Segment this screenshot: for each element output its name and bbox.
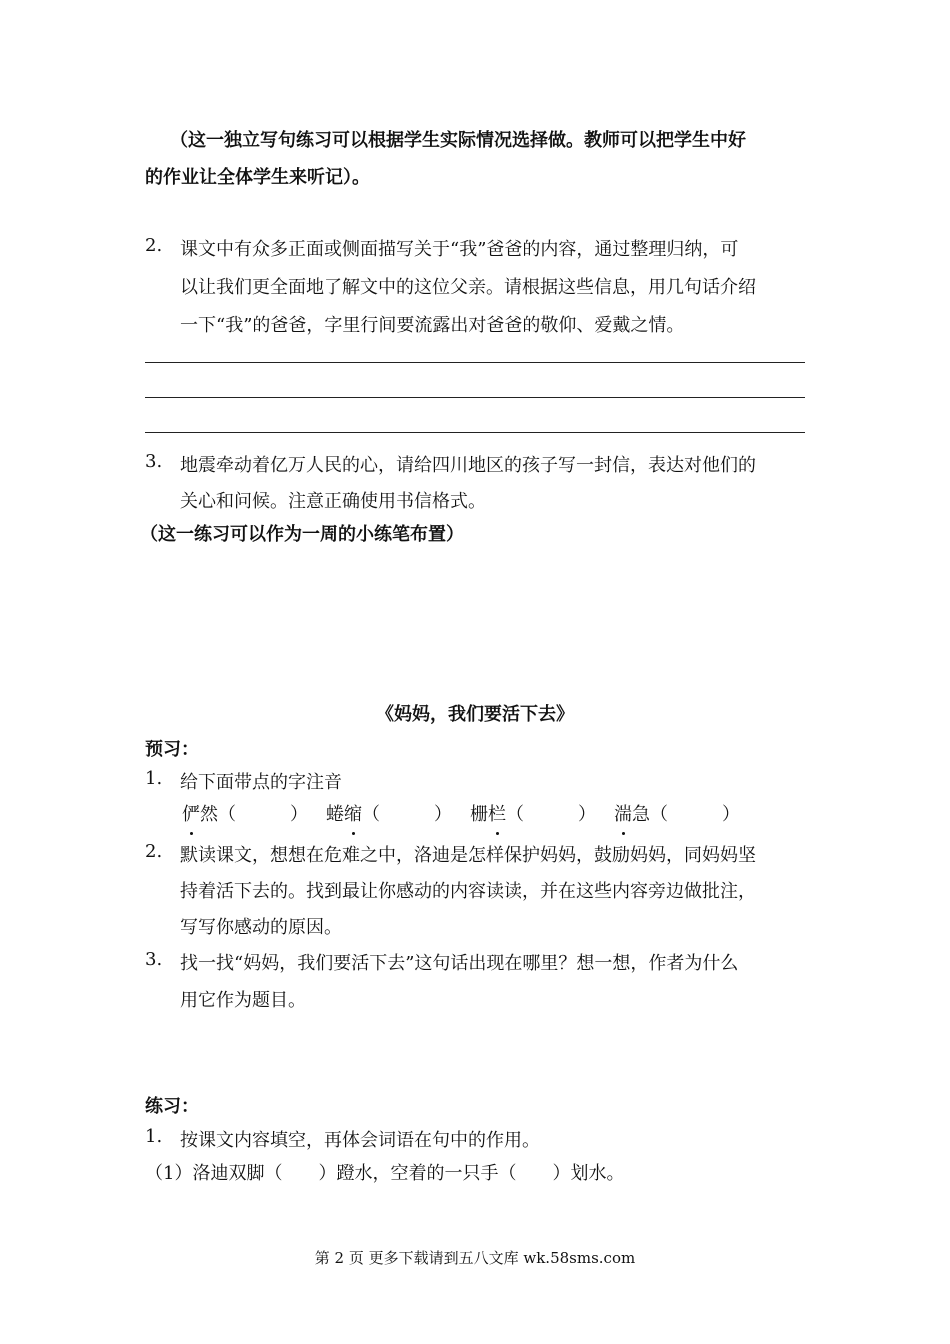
pinyin-word-1: 俨然（ ） <box>182 800 308 826</box>
preview-2-line-2: 持着活下去的。找到最让你感动的内容读读，并在这些内容旁边做批注， <box>180 881 756 902</box>
pinyin-blank[interactable]: （ ） <box>362 804 452 825</box>
pinyin-word-4: 湍急（ ） <box>614 800 740 826</box>
dotted-char: 缩 <box>344 800 362 826</box>
answer-line-2[interactable] <box>145 397 805 398</box>
dotted-char: 湍 <box>614 800 632 826</box>
pinyin-blank[interactable]: （ ） <box>650 804 740 825</box>
page-footer: 第 2 页 更多下载请到五八文库 wk.58sms.com <box>314 1249 636 1267</box>
preview-3-number: 3. <box>145 949 163 970</box>
preview-label: 预习： <box>145 739 199 760</box>
pinyin-word-2: 蜷缩（ ） <box>326 800 452 826</box>
fill-in-line-1: （1）洛迪双脚（ ）蹬水，空着的一只手（ ）划水。 <box>145 1163 625 1184</box>
preview-3-line-1: 找一找“妈妈，我们要活下去”这句话出现在哪里？想一想，作者为什么 <box>180 953 739 974</box>
practice-label: 练习： <box>145 1096 199 1117</box>
question-2-line-1: 课文中有众多正面或侧面描写关于“我”爸爸的内容，通过整理归纳，可 <box>180 239 739 260</box>
preview-2-number: 2. <box>145 841 163 862</box>
question-3-note: （这一练习可以作为一周的小练笔布置） <box>140 524 464 545</box>
pinyin-blank[interactable]: （ ） <box>218 804 308 825</box>
preview-2-line-1: 默读课文，想想在危难之中，洛迪是怎样保护妈妈，鼓励妈妈，同妈妈坚 <box>180 845 756 866</box>
question-2-number: 2. <box>145 235 163 256</box>
pinyin-word-3: 栅栏（ ） <box>470 800 596 826</box>
teacher-note-line-1: （这一独立写句练习可以根据学生实际情况选择做。教师可以把学生中好 <box>170 130 746 151</box>
pinyin-blank[interactable]: （ ） <box>506 804 596 825</box>
question-3-line-1: 地震牵动着亿万人民的心，请给四川地区的孩子写一封信，表达对他们的 <box>180 455 756 476</box>
preview-3-line-2: 用它作为题目。 <box>180 990 306 1011</box>
dotted-char: 俨 <box>182 800 200 826</box>
practice-1-number: 1. <box>145 1126 163 1147</box>
answer-line-3[interactable] <box>145 432 805 433</box>
preview-1-number: 1. <box>145 768 163 789</box>
teacher-note-line-2: 的作业让全体学生来听记）。 <box>145 167 370 188</box>
practice-1-line-1: 按课文内容填空，再体会词语在句中的作用。 <box>180 1130 540 1151</box>
question-3-number: 3. <box>145 451 163 472</box>
question-3-line-2: 关心和问候。注意正确使用书信格式。 <box>180 491 486 512</box>
preview-2-line-3: 写写你感动的原因。 <box>180 917 342 938</box>
dotted-char: 栏 <box>488 800 506 826</box>
preview-1-line-1: 给下面带点的字注音 <box>180 772 342 793</box>
lesson-title: 《妈妈，我们要活下去》 <box>376 704 574 725</box>
question-2-line-3: 一下“我”的爸爸，字里行间要流露出对爸爸的敬仰、爱戴之情。 <box>180 315 685 336</box>
question-2-line-2: 以让我们更全面地了解文中的这位父亲。请根据这些信息，用几句话介绍 <box>180 277 756 298</box>
answer-line-1[interactable] <box>145 362 805 363</box>
